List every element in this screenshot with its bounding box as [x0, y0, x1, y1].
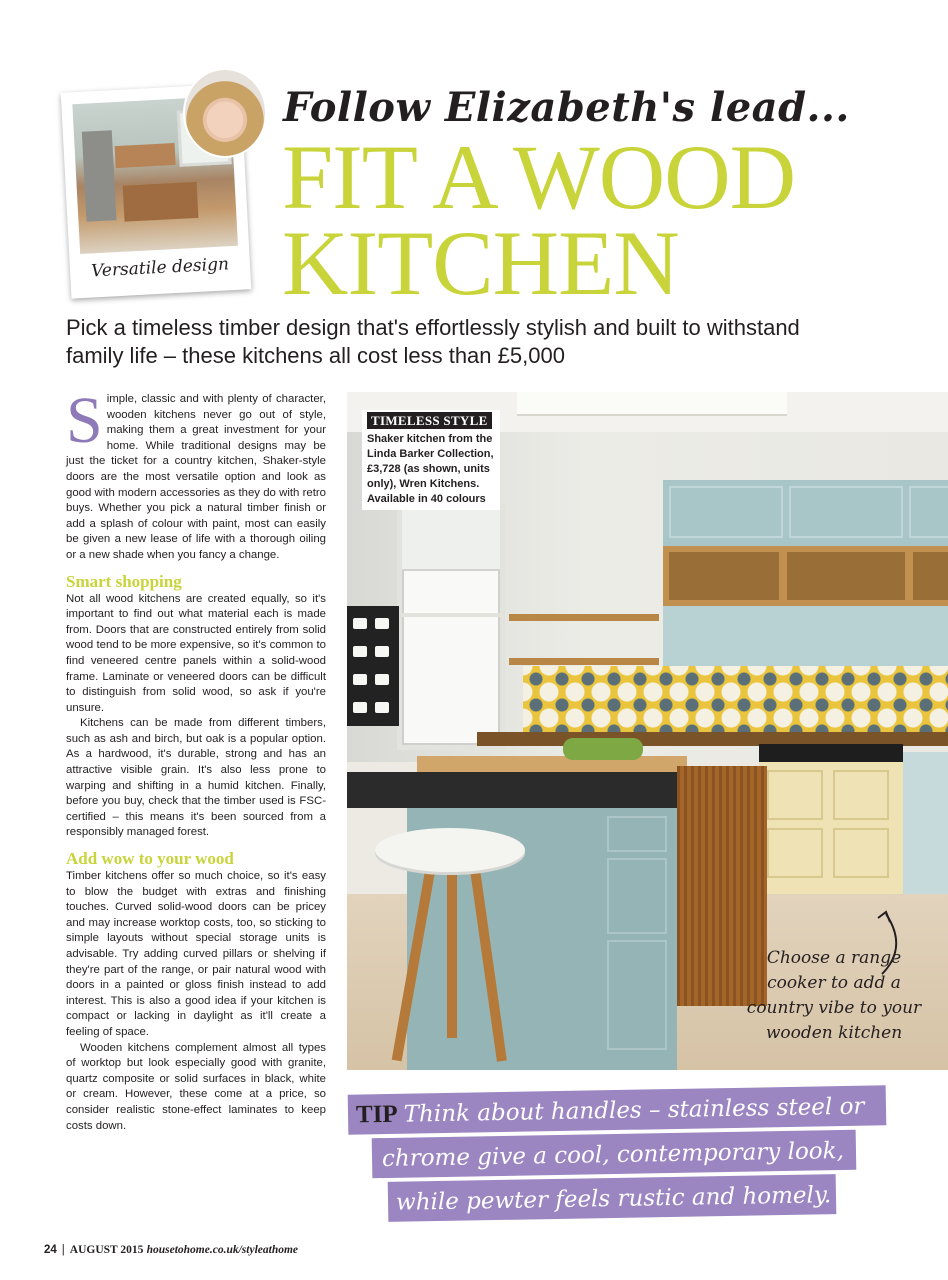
issue-date: AUGUST 2015 — [69, 1244, 144, 1256]
mug-rack — [347, 606, 399, 726]
page-number: 24 — [44, 1244, 57, 1256]
headline-line-2: KITCHEN — [282, 212, 679, 314]
website-url: housetohome.co.uk/styleathome — [146, 1244, 299, 1256]
photo-callout — [362, 410, 500, 510]
page-footer: 24 | AUGUST 2015 housetohome.co.uk/styleathome — [44, 1244, 299, 1256]
tip-line-3: while pewter feels rustic and homely. — [395, 1182, 832, 1216]
bar-stool — [375, 828, 525, 872]
author-portrait — [183, 68, 267, 158]
polaroid-caption: Versatile design — [90, 254, 230, 282]
headline-line-1: FIT A WOOD — [282, 126, 796, 228]
tip-line-2: chrome give a cool, contemporary look, — [381, 1137, 845, 1173]
paragraph: Timber kitchens offer so much choice, so it's easy to blow the budget with extras and finishing touches. Curved solid-wood doors can be pricey and may increase worktop costs, too, so sticking to simple layouts without special storage units is advisable. Try adding curved pillars or shelving if they're part of the range, or pair natural wood with doors in a painted or gloss finish instead to add interest. This is also a good idea if your kitchen is compact or lacking in daylight as it'll create a feeling of space. — [66, 870, 326, 1038]
open-shelf — [509, 614, 659, 621]
tip-label: TIP — [355, 1100, 398, 1129]
intro-text: imple, classic and with plenty of character, wooden kitchens never go out of style, making them a great investment for your home. While traditional designs may be just the ticket for a country kitchen, Shaker-style doors are the most versatile option and look as good with modern accessories as they do with retro buys. Whether you pick a natural timber finish or add a splash of colour with paint, most can easily be given a new lease of life with a thorough oiling or a new shade when you fancy a change. — [66, 393, 326, 561]
article-column — [66, 384, 326, 1134]
callout-text: Shaker kitchen from the Linda Barker Collection, £3,728 (as shown, units only), Wren Kitchens. Available in 40 colours — [367, 433, 494, 505]
tip-text: Think about handles – stainless steel or — [403, 1093, 865, 1128]
paragraph: Wooden kitchens complement almost all types of worktop but look especially good with granite, quartz composite or solid surfaces in black, white or cream. However, these come at a price, so consider realistic stone-effect laminates to keep costs down. — [66, 1041, 326, 1132]
annotation-line: country vibe to your — [746, 998, 922, 1018]
lead-line: Follow Elizabeth's lead... — [283, 84, 850, 131]
wall-cabinets-lower — [663, 606, 948, 666]
patterned-tiles — [523, 666, 948, 742]
subheading-smart-shopping: Smart shopping — [66, 571, 182, 591]
drop-cap: S — [66, 384, 103, 457]
open-wood-cabinet — [663, 546, 948, 606]
open-shelf — [509, 658, 659, 665]
intro-paragraph — [66, 384, 326, 564]
headline — [282, 126, 796, 314]
standfirst: Pick a timeless timber design that's effortlessly stylish and built to withstand family life – these kitchens all cost less than £5,000 — [66, 315, 800, 368]
callout-tag: TIMELESS STYLE — [367, 412, 492, 429]
annotation-line: wooden kitchen — [765, 1023, 903, 1043]
paragraph: Not all wood kitchens are created equally, so it's important to find out what material each is made from. Doors that are constructed entirely from solid wood tend to be more expensive, so it's common to find veneered centre panels within a solid-wood frame. Laminate or veneered doors can be difficult to distinguish from solid wood, so ask if you're unsure. — [66, 592, 326, 714]
annotation-line: cooker to add a — [767, 973, 901, 993]
annotation-line: Choose a range — [766, 948, 902, 968]
wall-cabinets — [663, 480, 948, 546]
subheading-add-wow: Add wow to your wood — [66, 849, 234, 869]
window — [397, 504, 505, 750]
paragraph: Kitchens can be made from different timbers, such as ash and birch, but oak is a popular option. As a hardwood, it's durable, strong and has an attractive visible grain. It's also less prone to warping and shifting in a humid kitchen. Finally, before you buy, check that the timber used is FSC-certified – this means it's been sourced from a responsibly managed forest. — [66, 717, 326, 839]
photo-annotation — [744, 946, 924, 1046]
range-cooker — [759, 744, 903, 894]
